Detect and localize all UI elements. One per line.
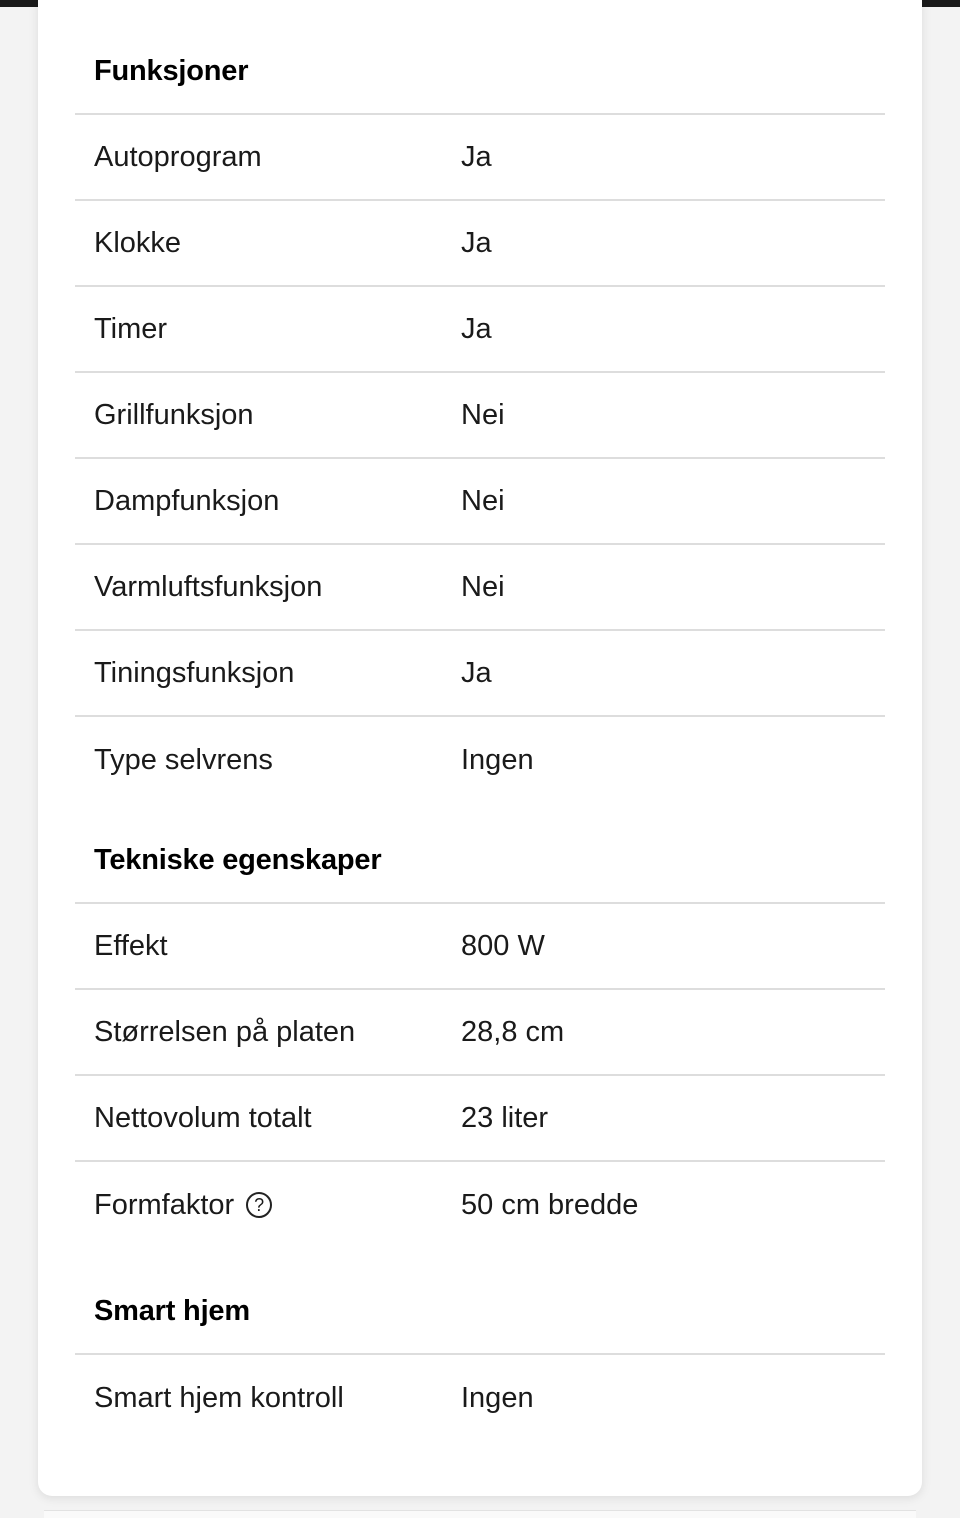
spec-row: [75, 373, 885, 459]
spec-label: Størrelsen på platen: [94, 1015, 356, 1048]
spec-value: 50 cm bredde: [461, 1188, 639, 1221]
spec-label: Smart hjem kontroll: [94, 1381, 344, 1414]
spec-value: Ja: [461, 656, 492, 689]
section-title: Tekniske egenskaper: [75, 789, 885, 904]
spec-row: [75, 545, 885, 631]
spec-value: Ingen: [461, 1381, 534, 1414]
spec-label: Klokke: [94, 226, 182, 259]
spec-value: 800 W: [461, 929, 545, 962]
spec-label: Nettovolum totalt: [94, 1101, 312, 1134]
spec-row: [75, 631, 885, 717]
spec-value: Ingen: [461, 743, 534, 776]
spec-label: Type selvrens: [94, 743, 273, 776]
spec-value: Ja: [461, 226, 492, 259]
spec-value: 23 liter: [461, 1101, 549, 1134]
spec-value: Nei: [461, 398, 505, 431]
section-title: Funksjoner: [75, 0, 885, 115]
spec-value: 28,8 cm: [461, 1015, 565, 1048]
spec-row: [75, 1162, 885, 1248]
question-circle-icon[interactable]: ?: [246, 1192, 272, 1218]
spec-row: [75, 1076, 885, 1162]
section-funksjoner: [75, 0, 885, 803]
spec-row: [75, 904, 885, 990]
spec-label: Autoprogram: [94, 140, 262, 173]
spec-label: Timer: [94, 312, 168, 345]
spec-row: [75, 1355, 885, 1441]
spec-label-with-help: [75, 1189, 461, 1222]
spec-value: Ja: [461, 312, 492, 345]
spec-row: [75, 287, 885, 373]
spec-row: [75, 201, 885, 287]
spec-label: Tiningsfunksjon: [94, 656, 295, 689]
section-tekniske-egenskaper: [75, 789, 885, 1248]
spec-card: [38, 0, 922, 1496]
spec-label: Effekt: [94, 929, 168, 962]
spec-value: Ja: [461, 140, 492, 173]
spec-row: [75, 115, 885, 201]
spec-row: [75, 459, 885, 545]
spec-label-text: Formfaktor: [94, 1188, 235, 1221]
spec-label: Varmluftsfunksjon: [94, 570, 323, 603]
spec-row: [75, 990, 885, 1076]
spec-value: Nei: [461, 570, 505, 603]
spec-value: Nei: [461, 484, 505, 517]
section-title: Smart hjem: [75, 1240, 885, 1355]
spec-label: Dampfunksjon: [94, 484, 280, 517]
section-smart-hjem: [75, 1240, 885, 1441]
spec-label: Grillfunksjon: [94, 398, 254, 431]
